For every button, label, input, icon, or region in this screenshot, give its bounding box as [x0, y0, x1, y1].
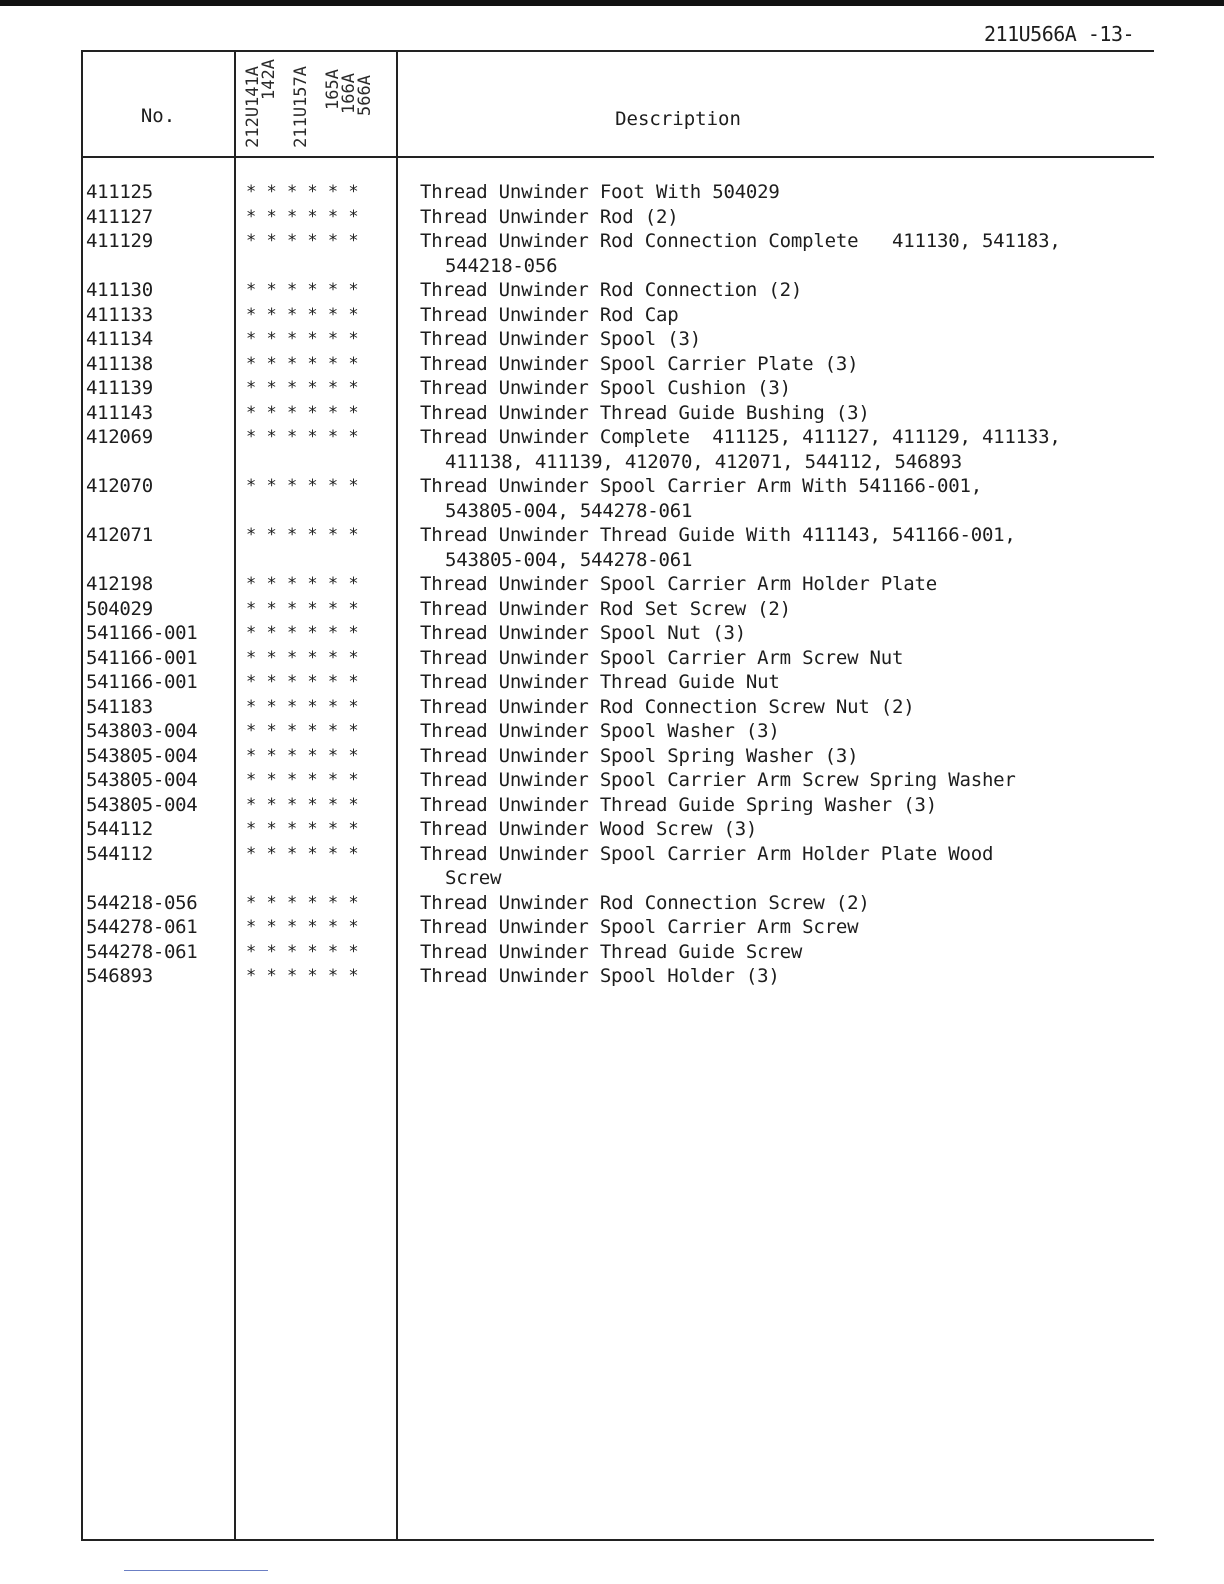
- part-number: 541166-001: [86, 671, 198, 693]
- part-number: 544112: [86, 818, 153, 840]
- part-description: Thread Unwinder Spool Washer (3): [420, 720, 780, 742]
- table-row: [0, 744, 1224, 769]
- part-number: 543805-004: [86, 793, 198, 816]
- part-description: Thread Unwinder Complete 411125, 411127, 411129, 411133,: [420, 426, 1061, 448]
- model-marks: * * * * * *: [246, 182, 359, 202]
- page-number: 211U566A -13-: [984, 22, 1135, 46]
- part-description: Thread Unwinder Spool (3): [420, 328, 701, 350]
- part-number: 411143: [86, 401, 153, 424]
- part-description-continued: 543805-004, 544278-061: [445, 499, 693, 522]
- model-marks: * * * * * *: [246, 770, 359, 790]
- part-description: Thread Unwinder Rod Cap: [420, 303, 679, 326]
- part-description: Thread Unwinder Rod (2): [420, 205, 679, 228]
- part-number: 541166-001: [86, 646, 198, 669]
- part-description: Thread Unwinder Thread Guide Nut: [420, 671, 780, 693]
- part-description-continued: 543805-004, 544278-061: [445, 548, 693, 571]
- part-description: Thread Unwinder Wood Screw (3): [420, 818, 758, 840]
- table-row: [0, 842, 1224, 891]
- model-marks: * * * * * *: [246, 427, 359, 447]
- part-description: Thread Unwinder Spool Carrier Arm Screw Nut: [420, 646, 904, 669]
- table-row: [0, 695, 1224, 720]
- bottom-rule: [124, 1570, 268, 1571]
- table-row: [0, 376, 1224, 401]
- part-number: 411130: [86, 279, 153, 301]
- table-row: [0, 768, 1224, 793]
- part-description: Thread Unwinder Thread Guide Spring Washer (3): [420, 793, 937, 816]
- model-label: 211U157A: [291, 66, 311, 148]
- part-number: 544278-061: [86, 940, 198, 963]
- part-description: Thread Unwinder Spool Carrier Plate (3): [420, 352, 859, 375]
- table-row: [0, 352, 1224, 377]
- part-number: 541183: [86, 695, 153, 718]
- part-description: Thread Unwinder Thread Guide Bushing (3): [420, 401, 870, 424]
- table-row: [0, 964, 1224, 989]
- model-label: 212U141A: [243, 66, 263, 148]
- table-row: [0, 278, 1224, 303]
- part-number: 543805-004: [86, 769, 198, 791]
- part-number: 544278-061: [86, 916, 198, 938]
- model-marks: * * * * * *: [246, 574, 359, 594]
- table-row: [0, 180, 1224, 205]
- model-marks: * * * * * *: [246, 721, 359, 741]
- part-number: 411125: [86, 181, 153, 203]
- part-number: 544218-056: [86, 891, 198, 914]
- part-number: 411134: [86, 328, 153, 350]
- model-marks: * * * * * *: [246, 402, 359, 423]
- part-description: Thread Unwinder Spool Carrier Arm Holder Plate Wood: [420, 842, 994, 865]
- part-number: 411133: [86, 303, 153, 326]
- model-marks: * * * * * *: [246, 304, 359, 325]
- table-bottom-rule: [81, 1539, 1154, 1541]
- model-marks: * * * * * *: [246, 672, 359, 692]
- part-number: 543805-004: [86, 744, 198, 767]
- part-number: 544112: [86, 842, 153, 865]
- part-description: Thread Unwinder Spool Carrier Arm Screw: [420, 916, 859, 938]
- header-no: No.: [140, 105, 176, 127]
- table-row: [0, 523, 1224, 572]
- part-description-continued: Screw: [445, 867, 502, 889]
- table-row: [0, 327, 1224, 352]
- table-row: [0, 940, 1224, 965]
- header-description: Description: [615, 108, 741, 130]
- model-marks: * * * * * *: [246, 696, 359, 717]
- table-row: [0, 474, 1224, 523]
- model-label: 166A: [339, 73, 359, 114]
- table-row: [0, 817, 1224, 842]
- part-description: Thread Unwinder Spool Spring Washer (3): [420, 744, 859, 767]
- table-row: [0, 425, 1224, 474]
- model-marks: * * * * * *: [246, 794, 359, 815]
- part-description: Thread Unwinder Rod Connection Screw (2): [420, 891, 870, 914]
- part-description: Thread Unwinder Thread Guide With 411143, 541166-001,: [420, 524, 1016, 546]
- part-description: Thread Unwinder Foot With 504029: [420, 181, 780, 203]
- model-marks: * * * * * *: [246, 917, 359, 937]
- part-number: 411127: [86, 205, 153, 228]
- table-row: [0, 205, 1224, 230]
- model-label: 142A: [259, 59, 279, 100]
- part-description: Thread Unwinder Spool Carrier Arm With 541166-001,: [420, 475, 982, 497]
- model-marks: * * * * * *: [246, 647, 359, 668]
- part-description-continued: 544218-056: [445, 254, 558, 277]
- model-marks: * * * * * *: [246, 598, 359, 619]
- part-number: 546893: [86, 965, 153, 987]
- model-marks: * * * * * *: [246, 819, 359, 839]
- model-marks: * * * * * *: [246, 941, 359, 962]
- part-description: Thread Unwinder Spool Carrier Arm Screw Spring Washer: [420, 769, 1016, 791]
- table-row: [0, 670, 1224, 695]
- top-border: [0, 0, 1224, 6]
- model-marks: * * * * * *: [246, 843, 359, 864]
- model-marks: * * * * * *: [246, 623, 359, 643]
- part-number: 412198: [86, 573, 153, 595]
- table-body: [0, 180, 1224, 989]
- model-marks: * * * * * *: [246, 329, 359, 349]
- table-top-rule: [81, 50, 1154, 52]
- table-row: [0, 597, 1224, 622]
- table-header-rule: [81, 156, 1154, 158]
- part-description: Thread Unwinder Rod Connection (2): [420, 279, 803, 301]
- table-row: [0, 646, 1224, 671]
- part-number: 541166-001: [86, 622, 198, 644]
- table-row: [0, 303, 1224, 328]
- model-marks: * * * * * *: [246, 280, 359, 300]
- table-row: [0, 229, 1224, 278]
- part-description: Thread Unwinder Spool Cushion (3): [420, 377, 791, 399]
- part-description: Thread Unwinder Thread Guide Screw: [420, 940, 803, 963]
- table-row: [0, 719, 1224, 744]
- table-row: [0, 401, 1224, 426]
- table-row: [0, 793, 1224, 818]
- model-marks: * * * * * *: [246, 745, 359, 766]
- model-marks: * * * * * *: [246, 206, 359, 227]
- model-marks: * * * * * *: [246, 231, 359, 251]
- part-description: Thread Unwinder Spool Carrier Arm Holder Plate: [420, 573, 937, 595]
- table-row: [0, 621, 1224, 646]
- part-description-continued: 411138, 411139, 412070, 412071, 544112, 546893: [445, 450, 962, 473]
- part-description: Thread Unwinder Spool Nut (3): [420, 622, 746, 644]
- part-number: 412070: [86, 475, 153, 497]
- part-number: 412071: [86, 524, 153, 546]
- model-marks: * * * * * *: [246, 378, 359, 398]
- part-number: 543803-004: [86, 720, 198, 742]
- part-description: Thread Unwinder Rod Connection Screw Nut (2): [420, 695, 915, 718]
- table-row: [0, 915, 1224, 940]
- part-number: 504029: [86, 597, 153, 620]
- part-number: 411139: [86, 377, 153, 399]
- part-number: 412069: [86, 426, 153, 448]
- model-marks: * * * * * *: [246, 525, 359, 545]
- part-number: 411129: [86, 230, 153, 252]
- model-label: 165A: [323, 69, 343, 110]
- model-marks: * * * * * *: [246, 892, 359, 913]
- part-description: Thread Unwinder Rod Connection Complete 411130, 541183,: [420, 230, 1061, 252]
- model-marks: * * * * * *: [246, 966, 359, 986]
- part-description: Thread Unwinder Rod Set Screw (2): [420, 597, 791, 620]
- model-marks: * * * * * *: [246, 476, 359, 496]
- model-marks: * * * * * *: [246, 353, 359, 374]
- part-description: Thread Unwinder Spool Holder (3): [420, 965, 780, 987]
- table-row: [0, 572, 1224, 597]
- header-models: [243, 52, 393, 152]
- table-row: [0, 891, 1224, 916]
- part-number: 411138: [86, 352, 153, 375]
- model-label: 566A: [355, 75, 375, 116]
